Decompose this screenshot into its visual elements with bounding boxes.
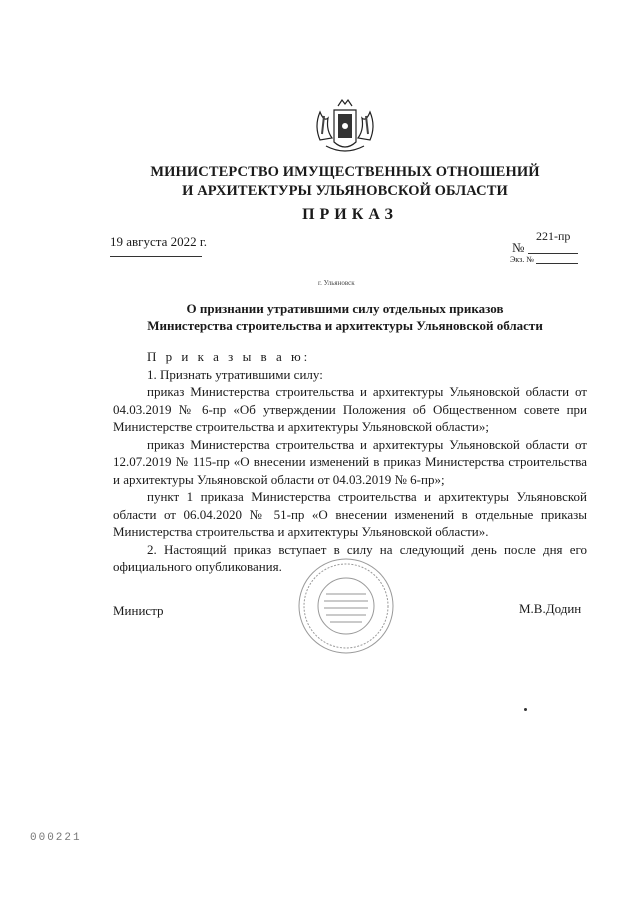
city: г. Ульяновск xyxy=(318,279,355,287)
coat-of-arms-icon xyxy=(312,96,378,158)
subject-line-2: Министерства строительства и архитектуры Ульяновской области xyxy=(147,318,543,333)
order-item-2: 2. Настоящий приказ вступает в силу на следующий день после дня его официального опубликования. xyxy=(113,541,587,574)
signer-name: М.В.Додин xyxy=(519,601,582,616)
revoked-order-3: пункт 1 приказа Министерства строительства и архитектуры Ульяновской области от 06.04.2020 № 51-пр «О внесении изменений в отдельные приказы Министерства строительства и архитектуры Ульяновской области». xyxy=(113,489,587,539)
signer-title: Министр xyxy=(113,603,164,618)
copy-number-label: Экз. № xyxy=(510,255,534,264)
ministry-line-2: И АРХИТЕКТУРЫ УЛЬЯНОВСКОЙ ОБЛАСТИ xyxy=(182,183,508,199)
round-seal-icon xyxy=(296,556,396,656)
order-intro: П р и к а з ы в а ю: xyxy=(147,349,311,364)
order-subject xyxy=(110,300,580,334)
subject-line-1: О признании утратившими силу отдельных приказов xyxy=(186,301,504,316)
ministry-line-1: МИНИСТЕРСТВО ИМУЩЕСТВЕННЫХ ОТНОШЕНИЙ xyxy=(150,164,540,180)
document-id: 000221 xyxy=(30,832,82,844)
order-number: 221-пр xyxy=(536,229,571,243)
order-item-1: 1. Признать утратившими силу: xyxy=(147,366,323,382)
number-sign: № xyxy=(512,240,525,255)
scan-speck xyxy=(524,708,527,711)
revoked-order-2: приказ Министерства строительства и архитектуры Ульяновской области от 12.07.2019 № 115-пр «О внесении изменений в приказ Министерства строительства и архитектуры Ульяновской области от 04.03.2019 № 6-пр»; xyxy=(113,436,587,487)
order-body xyxy=(113,348,587,576)
ministry-name xyxy=(150,163,540,201)
revoked-order-1: приказ Министерства строительства и архитектуры Ульяновской области от 04.03.2019 № 6-пр «Об утверждении Положения об Общественном совете при Министерстве строительства и архитектуры Ульяновской области»; xyxy=(113,384,587,434)
number-underline xyxy=(528,253,578,254)
date-underline xyxy=(110,256,202,257)
doc-type-title: ПРИКАЗ xyxy=(302,206,398,223)
order-date: 19 августа 2022 г. xyxy=(110,234,207,249)
copy-number-underline xyxy=(536,263,578,264)
